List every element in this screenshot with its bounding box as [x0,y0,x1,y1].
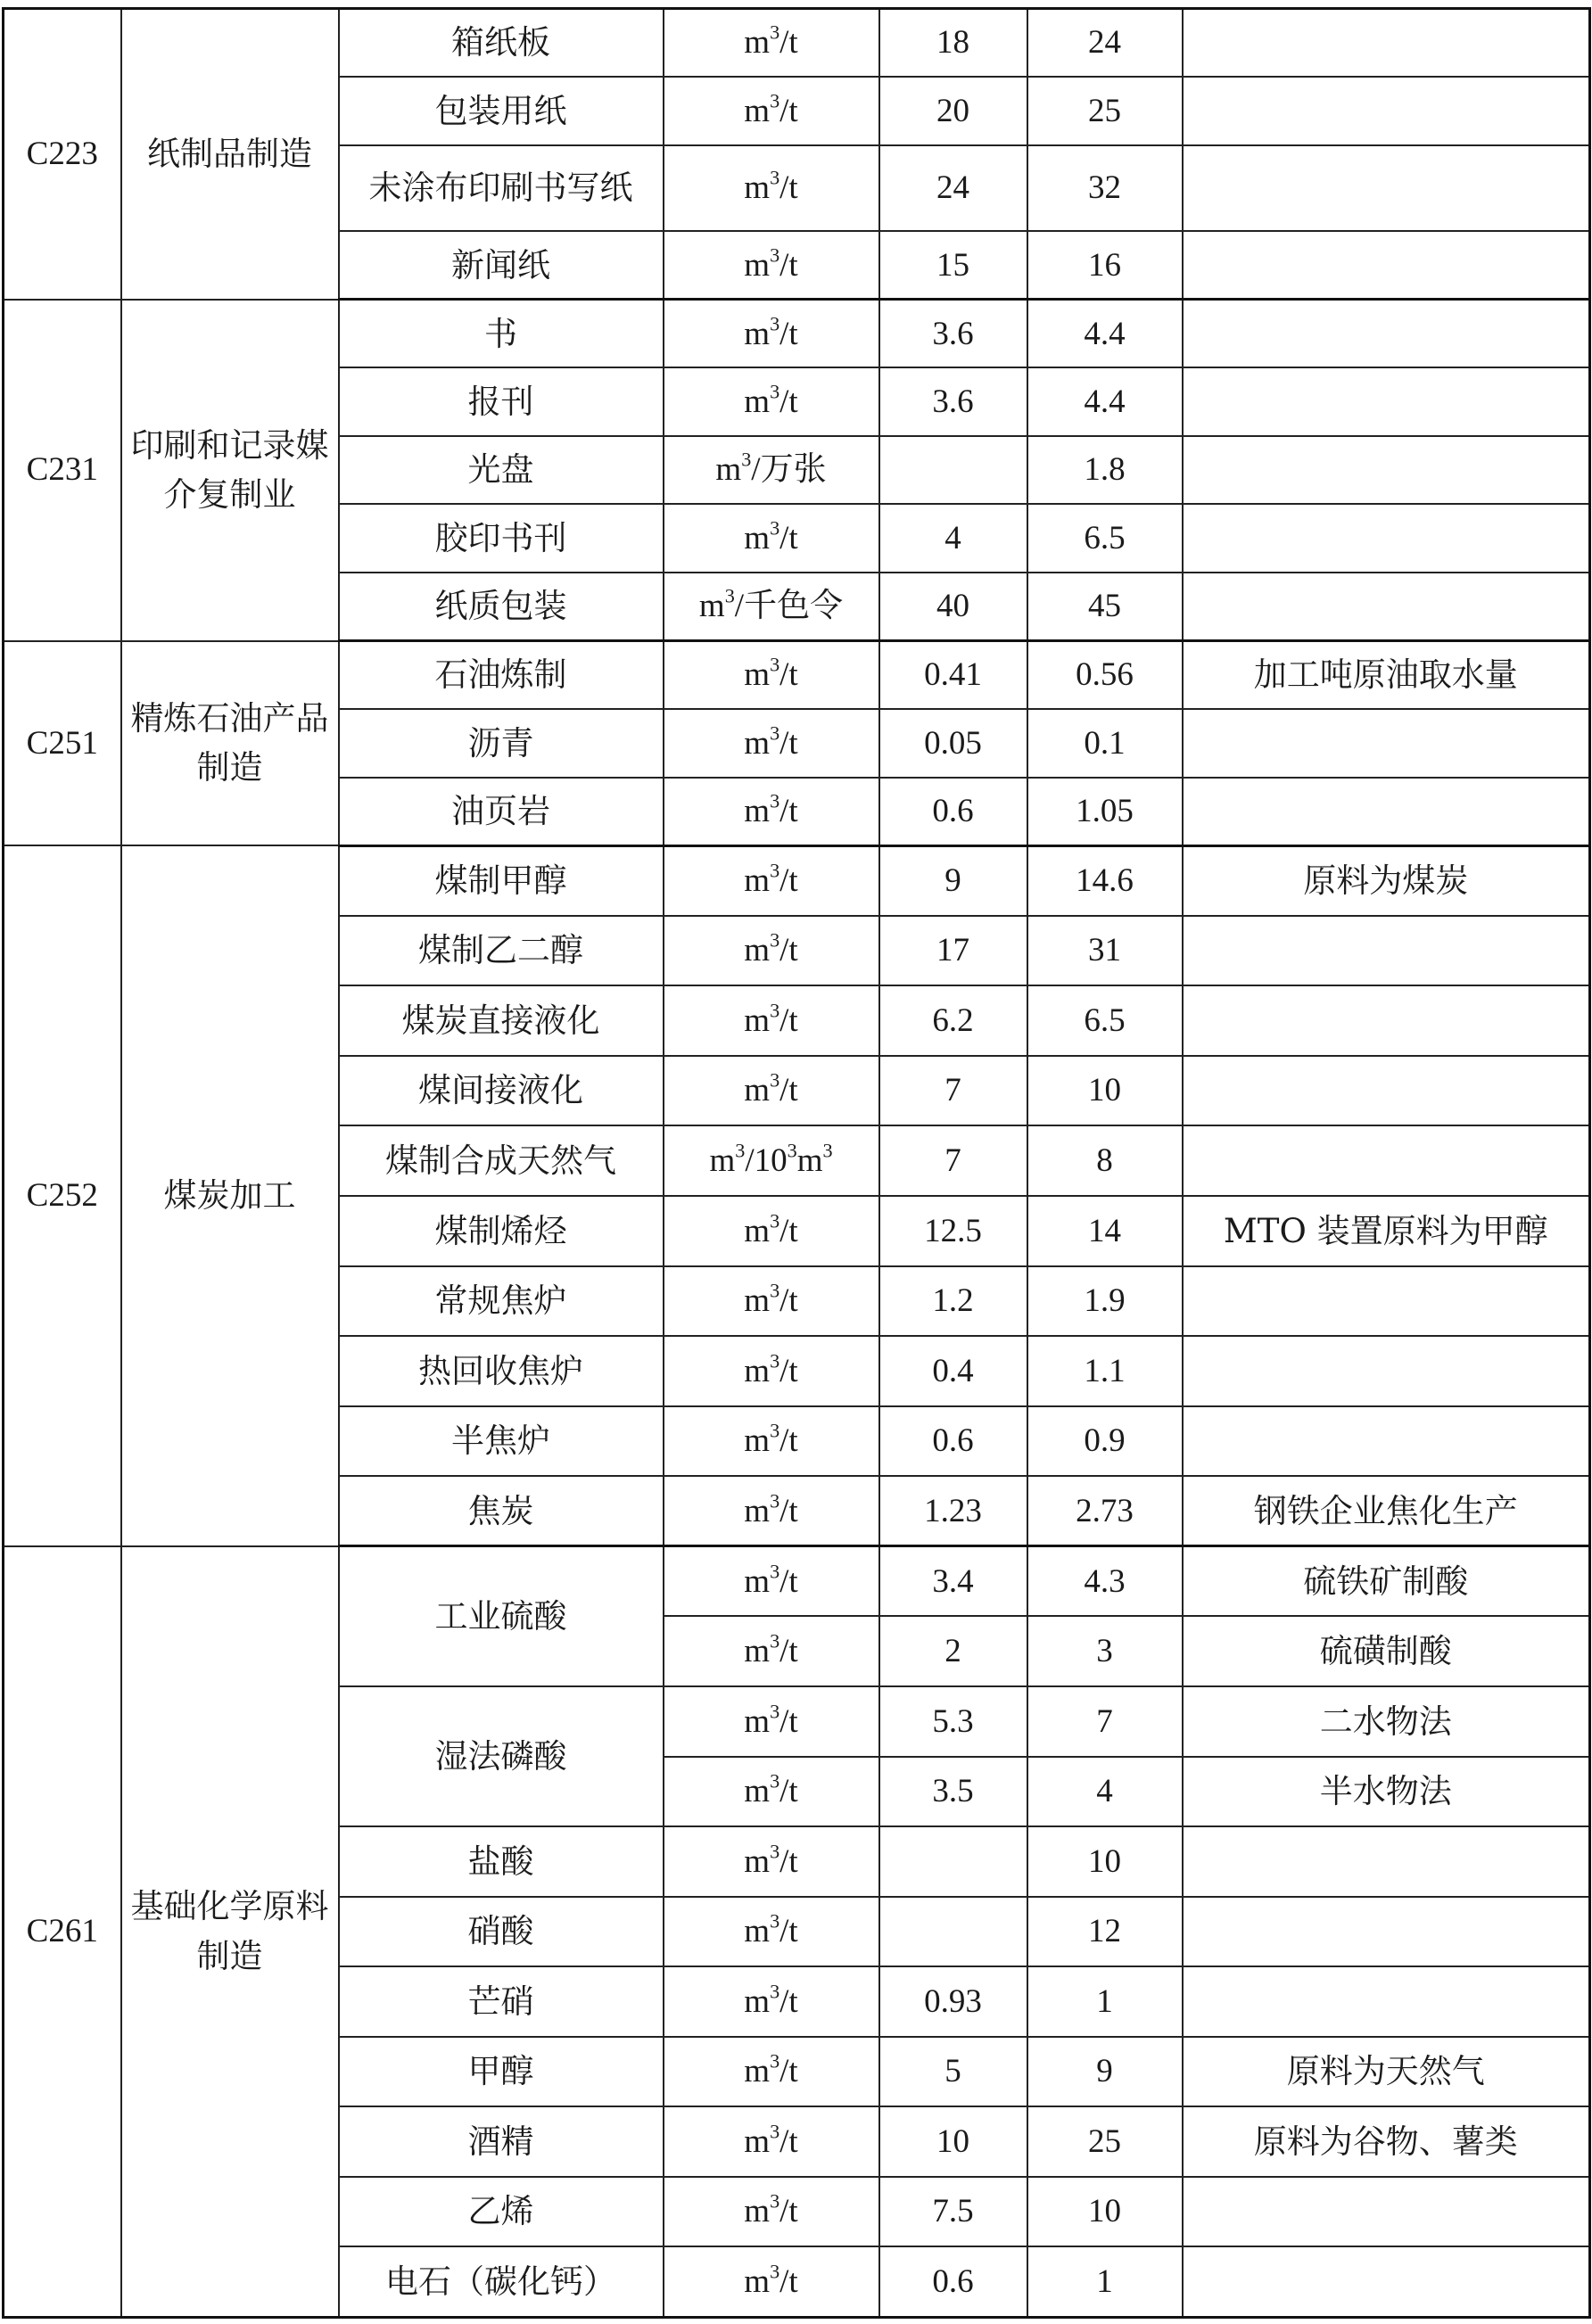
note-cell: 钢铁企业焦化生产 [1183,1476,1590,1546]
industry-name-cell: 基础化学原料制造 [121,1546,339,2318]
note-cell [1183,231,1590,300]
note-cell [1183,573,1590,641]
product-cell: 酒精 [339,2106,664,2177]
quota-value-1-cell: 9 [879,845,1027,916]
note-cell [1183,2246,1590,2317]
table-row [4,641,1590,710]
product-cell: 半焦炉 [339,1406,664,1477]
industry-name-cell: 印刷和记录媒介复制业 [121,300,339,641]
quota-value-2-cell: 1.1 [1027,1336,1183,1406]
note-cell [1183,1266,1590,1337]
unit-cell: $m^3/t$ [664,2106,879,2177]
note-cell: 二水物法 [1183,1686,1590,1757]
note-cell [1183,9,1590,78]
quota-value-1-cell: 18 [879,9,1027,78]
quota-value-2-cell: 0.56 [1027,641,1183,710]
product-cell: 光盘 [339,436,664,505]
quota-value-1-cell [879,1897,1027,1967]
product-cell: 煤制甲醇 [339,845,664,916]
product-cell: 箱纸板 [339,9,664,78]
quota-value-2-cell: 10 [1027,1826,1183,1897]
quota-value-2-cell: 6.5 [1027,985,1183,1056]
quota-value-1-cell: 0.93 [879,1966,1027,2037]
unit-cell: $m^3/t$ [664,504,879,573]
quota-value-1-cell: 20 [879,77,1027,145]
product-cell: 热回收焦炉 [339,1336,664,1406]
unit-cell: $m^3/t$ [664,367,879,436]
unit-cell: $m^3/t$ [664,1897,879,1967]
product-cell: 湿法磷酸 [339,1686,664,1826]
quota-value-2-cell: 2.73 [1027,1476,1183,1546]
note-cell: MTO 装置原料为甲醇 [1183,1196,1590,1266]
quota-value-2-cell: 12 [1027,1897,1183,1967]
note-cell [1183,1897,1590,1967]
quota-value-1-cell: 0.05 [879,709,1027,778]
product-cell: 书 [339,300,664,368]
quota-value-2-cell: 1.9 [1027,1266,1183,1337]
quota-value-1-cell: 3.5 [879,1757,1027,1827]
note-cell: 原料为谷物、薯类 [1183,2106,1590,2177]
quota-value-2-cell: 8 [1027,1125,1183,1196]
quota-value-2-cell: 31 [1027,916,1183,986]
unit-cell: $m^3/t$ [664,778,879,846]
unit-cell: $m^3/t$ [664,641,879,710]
note-cell [1183,367,1590,436]
note-cell [1183,1826,1590,1897]
unit-cell: $m^3/t$ [664,2177,879,2247]
quota-value-2-cell: 0.9 [1027,1406,1183,1477]
quota-value-2-cell: 1 [1027,2246,1183,2317]
quota-value-2-cell: 1.8 [1027,436,1183,505]
quota-value-1-cell: 17 [879,916,1027,986]
quota-value-1-cell: 1.2 [879,1266,1027,1337]
quota-value-1-cell: 40 [879,573,1027,641]
quota-value-1-cell: 0.4 [879,1336,1027,1406]
quota-value-1-cell: 0.6 [879,1406,1027,1477]
product-cell: 煤制乙二醇 [339,916,664,986]
quota-value-2-cell: 4.4 [1027,300,1183,368]
product-cell: 电石（碳化钙） [339,2246,664,2317]
quota-value-2-cell: 45 [1027,573,1183,641]
note-cell: 原料为天然气 [1183,2037,1590,2107]
table-row [4,1546,1590,1617]
quota-value-1-cell: 5.3 [879,1686,1027,1757]
industry-code-cell: C252 [4,845,121,1546]
note-cell [1183,778,1590,846]
quota-value-2-cell: 14 [1027,1196,1183,1266]
product-cell: 沥青 [339,709,664,778]
unit-cell: $m^3/t$ [664,300,879,368]
table-body [4,9,1590,2318]
unit-cell: $m^3/t$ [664,985,879,1056]
unit-cell: $m^3/t$ [664,1616,879,1686]
unit-cell: $m^3/t$ [664,1546,879,1617]
product-cell: 煤间接液化 [339,1056,664,1126]
quota-value-2-cell: 25 [1027,2106,1183,2177]
unit-cell: $m^3/t$ [664,1686,879,1757]
quota-value-2-cell: 1 [1027,1966,1183,2037]
industry-name-cell: 精炼石油产品制造 [121,641,339,846]
quota-value-2-cell: 24 [1027,9,1183,78]
product-cell: 煤制烯烃 [339,1196,664,1266]
unit-cell: $m^3/$万张 [664,436,879,505]
note-cell: 原料为煤炭 [1183,845,1590,916]
note-cell [1183,2177,1590,2247]
unit-cell: $m^3/t$ [664,1406,879,1477]
note-cell [1183,985,1590,1056]
product-cell: 油页岩 [339,778,664,846]
quota-value-1-cell: 24 [879,145,1027,232]
quota-value-1-cell: 3.4 [879,1546,1027,1617]
product-cell: 工业硫酸 [339,1546,664,1686]
quota-value-1-cell: 10 [879,2106,1027,2177]
product-cell: 甲醇 [339,2037,664,2107]
product-cell: 煤炭直接液化 [339,985,664,1056]
quota-value-2-cell: 4.3 [1027,1546,1183,1617]
product-cell: 芒硝 [339,1966,664,2037]
table-row [4,300,1590,368]
note-cell [1183,1406,1590,1477]
quota-value-2-cell: 10 [1027,2177,1183,2247]
note-cell [1183,77,1590,145]
quota-value-2-cell: 10 [1027,1056,1183,1126]
quota-value-1-cell: 1.23 [879,1476,1027,1546]
quota-value-2-cell: 0.1 [1027,709,1183,778]
quota-value-2-cell: 9 [1027,2037,1183,2107]
unit-cell: $m^3/t$ [664,1266,879,1337]
product-cell: 纸质包装 [339,573,664,641]
unit-cell: $m^3/t$ [664,1826,879,1897]
quota-value-1-cell: 15 [879,231,1027,300]
industry-code-cell: C251 [4,641,121,846]
quota-value-1-cell [879,1826,1027,1897]
unit-cell: $m^3/t$ [664,1757,879,1827]
unit-cell: $m^3/t$ [664,1336,879,1406]
unit-cell: $m^3/t$ [664,1196,879,1266]
product-cell: 焦炭 [339,1476,664,1546]
note-cell [1183,1125,1590,1196]
quota-value-2-cell: 32 [1027,145,1183,232]
note-cell: 硫磺制酸 [1183,1616,1590,1686]
quota-value-1-cell: 0.6 [879,2246,1027,2317]
product-cell: 报刊 [339,367,664,436]
quota-value-1-cell: 4 [879,504,1027,573]
quota-value-1-cell [879,436,1027,505]
note-cell [1183,145,1590,232]
quota-value-1-cell: 0.6 [879,778,1027,846]
quota-value-1-cell: 2 [879,1616,1027,1686]
product-cell: 乙烯 [339,2177,664,2247]
quota-value-1-cell: 7 [879,1056,1027,1126]
water-quota-table [2,7,1591,2319]
note-cell [1183,504,1590,573]
table-row [4,9,1590,78]
quota-value-1-cell: 5 [879,2037,1027,2107]
table-row [4,845,1590,916]
unit-cell: $m^3/t$ [664,845,879,916]
unit-cell: $m^3/t$ [664,231,879,300]
product-cell: 硝酸 [339,1897,664,1967]
unit-cell: $m^3/t$ [664,709,879,778]
unit-cell: $m^3/t$ [664,145,879,232]
quota-value-1-cell: 3.6 [879,367,1027,436]
quota-value-2-cell: 7 [1027,1686,1183,1757]
note-cell: 加工吨原油取水量 [1183,641,1590,710]
note-cell [1183,709,1590,778]
quota-value-2-cell: 4 [1027,1757,1183,1827]
quota-value-1-cell: 6.2 [879,985,1027,1056]
quota-value-2-cell: 25 [1027,77,1183,145]
quota-value-2-cell: 14.6 [1027,845,1183,916]
quota-value-1-cell: 7 [879,1125,1027,1196]
note-cell [1183,916,1590,986]
product-cell: 常规焦炉 [339,1266,664,1337]
product-cell: 胶印书刊 [339,504,664,573]
note-cell [1183,1056,1590,1126]
product-cell: 盐酸 [339,1826,664,1897]
quota-value-2-cell: 4.4 [1027,367,1183,436]
industry-code-cell: C223 [4,9,121,300]
unit-cell: $m^3/t$ [664,1966,879,2037]
note-cell [1183,436,1590,505]
quota-value-1-cell: 3.6 [879,300,1027,368]
note-cell [1183,1336,1590,1406]
unit-cell: $m^3/$千色令 [664,573,879,641]
industry-name-cell: 纸制品制造 [121,9,339,300]
quota-value-1-cell: 12.5 [879,1196,1027,1266]
unit-cell: $m^3/t$ [664,2246,879,2317]
product-cell: 包装用纸 [339,77,664,145]
unit-cell: $m^3/10^3m^3$ [664,1125,879,1196]
unit-cell: $m^3/t$ [664,9,879,78]
note-cell: 半水物法 [1183,1757,1590,1827]
unit-cell: $m^3/t$ [664,2037,879,2107]
note-cell: 硫铁矿制酸 [1183,1546,1590,1617]
unit-cell: $m^3/t$ [664,916,879,986]
unit-cell: $m^3/t$ [664,1056,879,1126]
product-cell: 新闻纸 [339,231,664,300]
industry-code-cell: C231 [4,300,121,641]
quota-value-2-cell: 1.05 [1027,778,1183,846]
note-cell [1183,300,1590,368]
note-cell [1183,1966,1590,2037]
quota-value-2-cell: 6.5 [1027,504,1183,573]
quota-value-2-cell: 16 [1027,231,1183,300]
quota-value-2-cell: 3 [1027,1616,1183,1686]
industry-name-cell: 煤炭加工 [121,845,339,1546]
product-cell: 未涂布印刷书写纸 [339,145,664,232]
quota-value-1-cell: 7.5 [879,2177,1027,2247]
unit-cell: $m^3/t$ [664,77,879,145]
product-cell: 石油炼制 [339,641,664,710]
unit-cell: $m^3/t$ [664,1476,879,1546]
quota-value-1-cell: 0.41 [879,641,1027,710]
product-cell: 煤制合成天然气 [339,1125,664,1196]
industry-code-cell: C261 [4,1546,121,2318]
